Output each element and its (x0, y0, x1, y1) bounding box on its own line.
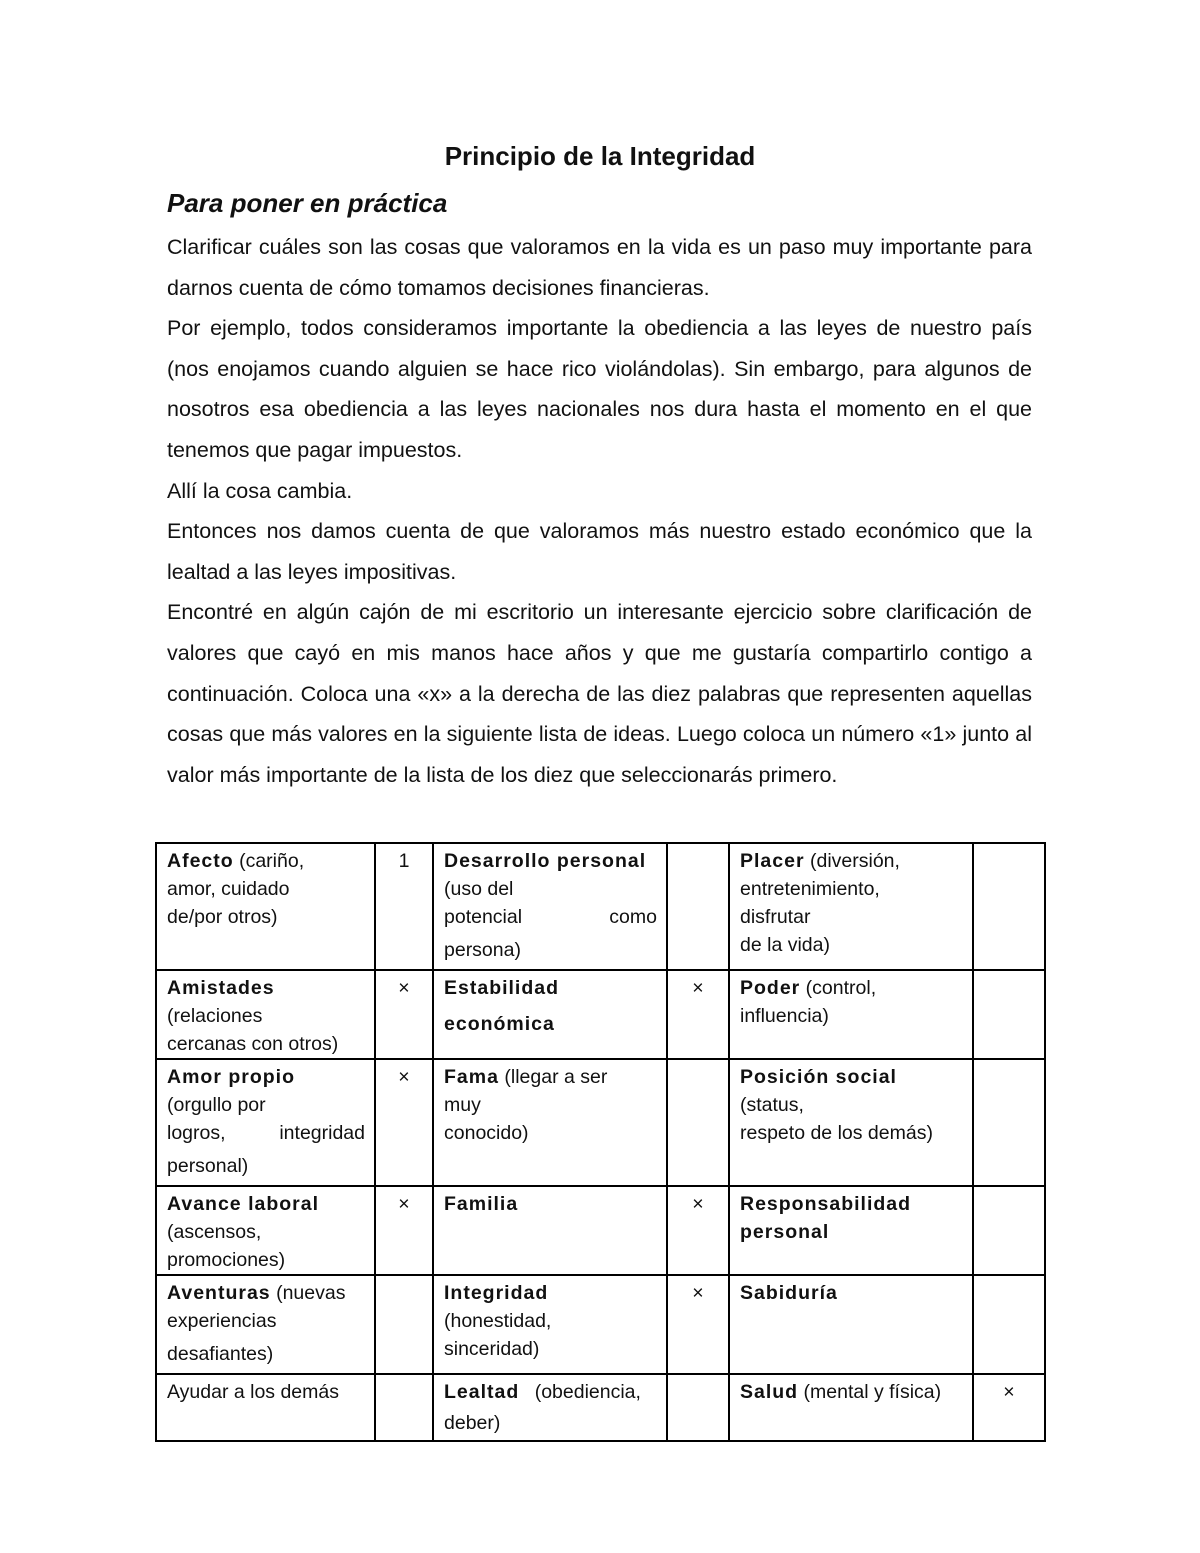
body-text (167, 227, 1032, 795)
value-term: Responsabilidad (740, 1193, 912, 1215)
value-description: Ayudar a los demás (167, 1381, 339, 1403)
value-cell (156, 970, 375, 1059)
value-term: Familia (444, 1193, 519, 1215)
mark-cell[interactable]: × (375, 1186, 433, 1275)
value-description: (cariño, (233, 850, 305, 872)
paragraph: Allí la cosa cambia. (167, 478, 353, 503)
mark-cell[interactable] (973, 1186, 1045, 1275)
value-cell (729, 843, 973, 970)
value-cell (433, 1275, 667, 1374)
value-description: cercanas con otros) (167, 1033, 339, 1055)
values-table (155, 842, 1046, 1442)
value-cell (729, 1275, 973, 1374)
mark-cell[interactable]: × (667, 1275, 729, 1374)
mark-cell[interactable] (375, 1374, 433, 1441)
table-row (156, 1275, 1045, 1374)
value-term: personal (740, 1221, 830, 1243)
table-row (156, 1186, 1045, 1275)
value-description: influencia) (740, 1005, 829, 1027)
table-row (156, 1059, 1045, 1186)
value-term: económica (444, 1013, 555, 1035)
value-description: (orgullo por (167, 1094, 266, 1116)
value-term: Sabiduría (740, 1282, 838, 1304)
value-term: Integridad (444, 1282, 549, 1304)
value-description: de/por otros) (167, 906, 278, 928)
value-term: Aventuras (167, 1282, 271, 1304)
value-description: (honestidad, (444, 1310, 552, 1332)
value-term: Placer (740, 850, 805, 872)
value-cell (433, 1374, 667, 1441)
value-description: desafiantes) (167, 1343, 274, 1365)
value-description: deber) (444, 1412, 501, 1434)
mark-cell[interactable] (667, 1059, 729, 1186)
table-row (156, 843, 1045, 970)
value-term: Desarrollo personal (444, 850, 647, 872)
value-description: conocido) (444, 1122, 529, 1144)
value-description: experiencias (167, 1310, 277, 1332)
mark-cell[interactable] (973, 970, 1045, 1059)
value-term: Afecto (167, 850, 234, 872)
value-cell (156, 1059, 375, 1186)
value-term: Fama (444, 1066, 499, 1088)
paragraph: Por ejemplo, todos consideramos importante la obediencia a las leyes de nuestro país (nos enojamos cuando alguien se hace rico violándolas). Sin embargo, para algunos de nosotros esa obediencia a las leyes nacionales nos dura hasta el momento en el que tenemos que pagar impuestos. (167, 316, 1032, 462)
value-term: Estabilidad (444, 977, 560, 999)
mark-cell[interactable]: × (973, 1374, 1045, 1441)
value-cell (729, 1374, 973, 1441)
mark-cell[interactable]: 1 (375, 843, 433, 970)
value-cell (433, 1186, 667, 1275)
value-cell (433, 970, 667, 1059)
value-description: entretenimiento, (740, 878, 880, 900)
value-cell (433, 1059, 667, 1186)
value-description: disfrutar (740, 906, 811, 928)
value-cell (156, 1186, 375, 1275)
section-subtitle: Para poner en práctica (167, 188, 448, 218)
value-description: muy (444, 1094, 481, 1116)
value-description: promociones) (167, 1249, 286, 1271)
value-description: persona) (444, 939, 521, 961)
value-description: respeto de los demás) (740, 1122, 933, 1144)
value-description: (status, (740, 1094, 804, 1116)
mark-cell[interactable]: × (375, 970, 433, 1059)
mark-cell[interactable]: × (375, 1059, 433, 1186)
value-cell (156, 1275, 375, 1374)
value-term: Avance laboral (167, 1193, 320, 1215)
value-term: Posición social (740, 1066, 897, 1088)
value-term: Lealtad (444, 1381, 520, 1403)
value-term: Salud (740, 1381, 799, 1403)
value-description: de la vida) (740, 934, 830, 956)
mark-cell[interactable] (667, 1374, 729, 1441)
value-description: (obediencia, (519, 1381, 641, 1403)
mark-cell[interactable] (375, 1275, 433, 1374)
value-description: (nuevas (270, 1282, 346, 1304)
value-description: logros, integridad (167, 1122, 365, 1144)
mark-cell[interactable] (973, 843, 1045, 970)
value-description: sinceridad) (444, 1338, 540, 1360)
value-description: (ascensos, (167, 1221, 262, 1243)
value-cell (729, 970, 973, 1059)
value-cell (729, 1186, 973, 1275)
paragraph: Encontré en algún cajón de mi escritorio un interesante ejercicio sobre clarificación de valores que cayó en mis manos hace años y que me gustaría compartirlo contigo a continuación. Coloca una «x» a la derecha de las diez palabras que representen aquellas cosas que más valores en la siguiente lista de ideas. Luego coloca un número «1» junto al valor más importante de la lista de los diez que seleccionarás primero. (167, 600, 1032, 787)
value-cell (433, 843, 667, 970)
value-cell (729, 1059, 973, 1186)
value-description: (uso del (444, 878, 514, 900)
mark-cell[interactable] (667, 843, 729, 970)
table-row (156, 1374, 1045, 1441)
value-description: (control, (800, 977, 877, 999)
value-description: (llegar a ser (498, 1066, 608, 1088)
value-term: Amor propio (167, 1066, 295, 1088)
value-description: (mental y física) (798, 1381, 942, 1403)
mark-cell[interactable] (973, 1275, 1045, 1374)
value-description: (diversión, (804, 850, 900, 872)
value-description: amor, cuidado (167, 878, 290, 900)
value-description: (relaciones (167, 1005, 263, 1027)
paragraph: Clarificar cuáles son las cosas que valoramos en la vida es un paso muy importante para darnos cuenta de cómo tomamos decisiones financieras. (167, 235, 1032, 300)
value-description: potencial como (444, 906, 657, 928)
mark-cell[interactable] (973, 1059, 1045, 1186)
paragraph: Entonces nos damos cuenta de que valoramos más nuestro estado económico que la lealtad a las leyes impositivas. (167, 519, 1032, 584)
value-cell (156, 843, 375, 970)
value-cell (156, 1374, 375, 1441)
mark-cell[interactable]: × (667, 1186, 729, 1275)
value-description: personal) (167, 1155, 249, 1177)
table-row (156, 970, 1045, 1059)
mark-cell[interactable]: × (667, 970, 729, 1059)
page-title: Principio de la Integridad (444, 141, 756, 171)
value-term: Amistades (167, 977, 275, 999)
value-term: Poder (740, 977, 801, 999)
